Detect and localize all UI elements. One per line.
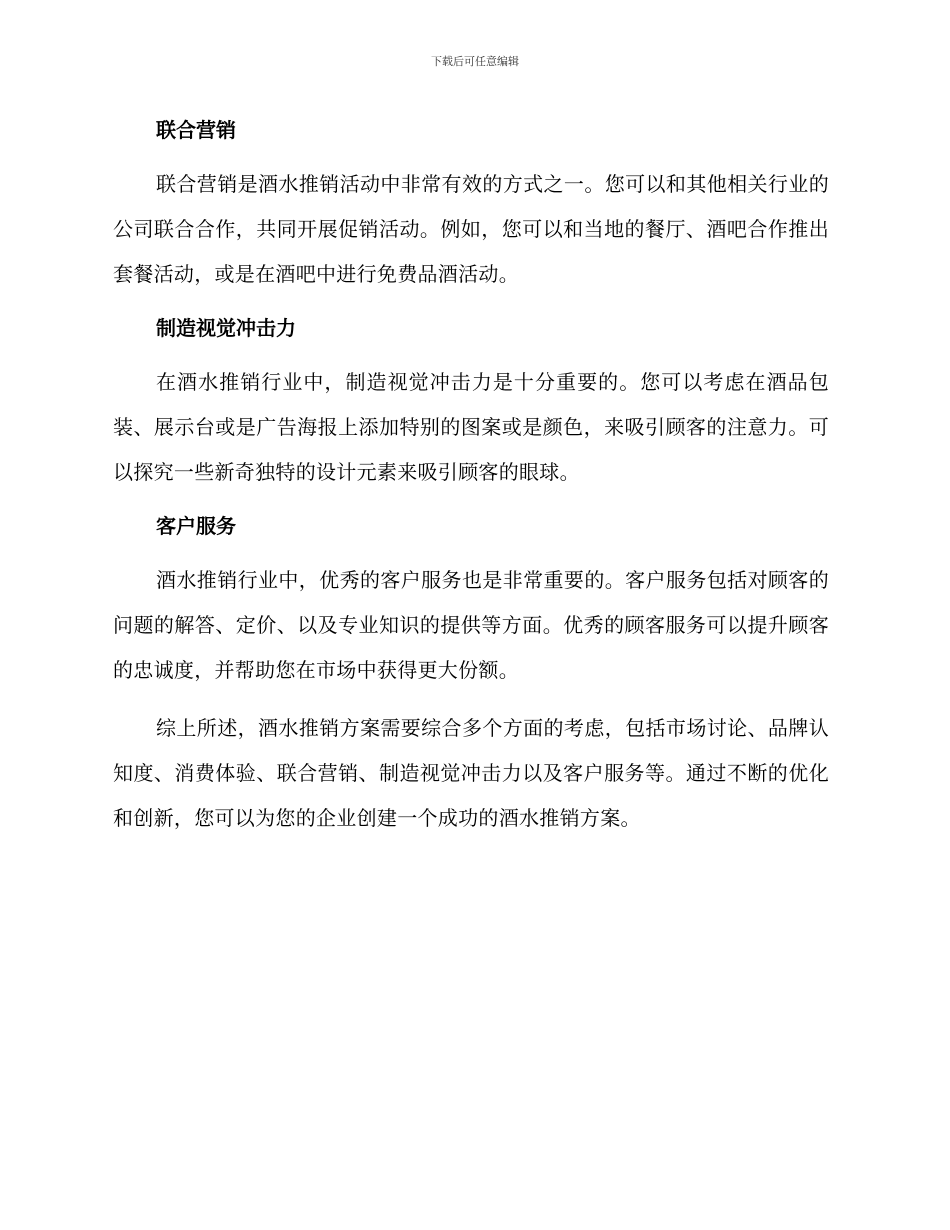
document-body: [113, 112, 829, 841]
section-heading: 联合营销: [156, 118, 236, 142]
section-customer-service: [113, 508, 829, 693]
section-joint-marketing: [113, 112, 829, 297]
section-visual-impact: [113, 310, 829, 495]
page-header-note: 下载后可任意编辑: [431, 55, 519, 68]
section-paragraph: 在酒水推销行业中，制造视觉冲击力是十分重要的。您可以考虑在酒品包装、展示台或是广告海报上添加特别的图案或是颜色，来吸引顾客的注意力。可以探究一些新奇独特的设计元素来吸引顾客的眼球。: [113, 370, 829, 484]
section-heading: 客户服务: [156, 514, 236, 538]
conclusion-paragraph: 综上所述，酒水推销方案需要综合多个方面的考虑，包括市场讨论、品牌认知度、消费体验、联合营销、制造视觉冲击力以及客户服务等。通过不断的优化和创新，您可以为您的企业创建一个成功的酒水推销方案。: [113, 716, 829, 830]
section-paragraph: 联合营销是酒水推销活动中非常有效的方式之一。您可以和其他相关行业的公司联合合作，共同开展促销活动。例如，您可以和当地的餐厅、酒吧合作推出套餐活动，或是在酒吧中进行免费品酒活动。: [113, 172, 829, 286]
section-paragraph: 酒水推销行业中，优秀的客户服务也是非常重要的。客户服务包括对顾客的问题的解答、定价、以及专业知识的提供等方面。优秀的顾客服务可以提升顾客的忠诚度，并帮助您在市场中获得更大份额。: [113, 568, 829, 682]
section-heading: 制造视觉冲击力: [156, 316, 296, 340]
